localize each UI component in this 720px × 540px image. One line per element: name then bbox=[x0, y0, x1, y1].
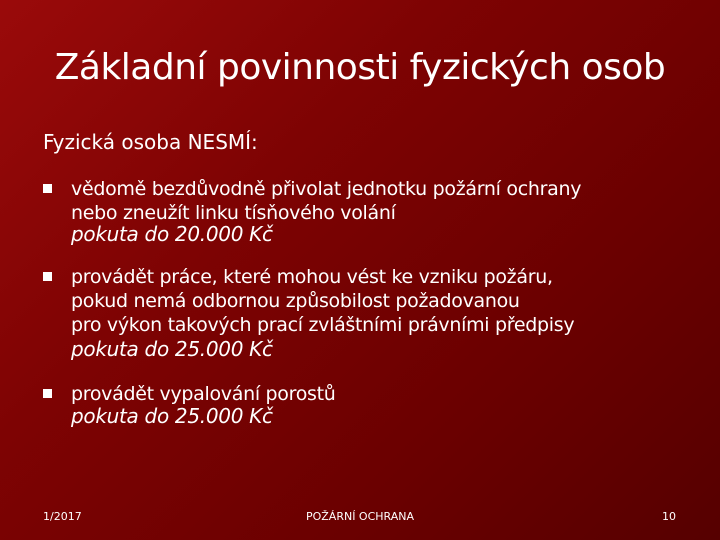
square-bullet-icon bbox=[43, 272, 52, 281]
square-bullet-icon bbox=[43, 389, 52, 398]
fine-text: pokuta do 25.000 Kč bbox=[71, 337, 273, 361]
bullet-line: vědomě bezdůvodně přivolat jednotku požární ochrany bbox=[71, 178, 582, 200]
bullet-text bbox=[71, 265, 691, 337]
bullet-text bbox=[71, 177, 691, 225]
bullet-line: pokud nemá odbornou způsobilost požadovanou bbox=[71, 290, 520, 312]
bullet-line: provádět vypalování porostů bbox=[71, 383, 336, 405]
square-bullet-icon bbox=[43, 184, 52, 193]
bullet-line: provádět práce, které mohou vést ke vzniku požáru, bbox=[71, 266, 553, 288]
page-number: 10 bbox=[662, 510, 676, 523]
footer-title: POŽÁRNÍ OCHRANA bbox=[305, 510, 415, 523]
bullet-line: nebo zneužít linku tísňového volání bbox=[71, 202, 396, 224]
intro-text: Fyzická osoba NESMÍ: bbox=[43, 130, 258, 154]
footer-date: 1/2017 bbox=[43, 510, 82, 523]
slide-title: Základní povinnosti fyzických osob bbox=[54, 47, 666, 88]
fine-text: pokuta do 20.000 Kč bbox=[71, 222, 273, 246]
fine-text: pokuta do 25.000 Kč bbox=[71, 404, 273, 428]
bullet-line: pro výkon takových prací zvláštními právními předpisy bbox=[71, 314, 575, 336]
